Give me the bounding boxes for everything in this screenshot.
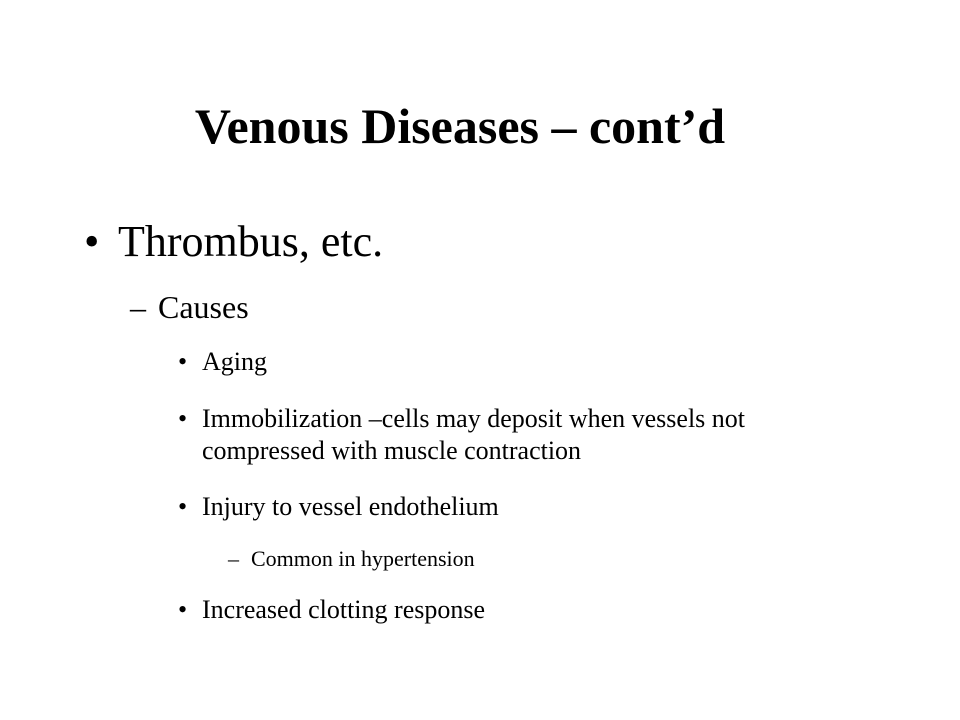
- bullet-thrombus: Thrombus, etc.: [118, 217, 384, 266]
- bullet-marker: •: [178, 595, 188, 624]
- sub-heading-causes: Causes: [158, 289, 249, 325]
- cause-item-clotting: Increased clotting response: [202, 595, 486, 624]
- bullet-marker: •: [178, 492, 188, 521]
- dash-marker: –: [228, 546, 239, 571]
- cause-item-injury: Injury to vessel endothelium: [202, 492, 499, 521]
- bullet-marker: •: [84, 217, 100, 266]
- bullet-marker: •: [178, 404, 188, 433]
- slide-title: Venous Diseases – cont’d: [194, 98, 726, 154]
- cause-item-immobilization: Immobilization –cells may deposit when vessels not compressed with muscle contraction: [202, 404, 746, 465]
- cause-item-aging: Aging: [202, 347, 267, 376]
- dash-marker: –: [130, 289, 146, 325]
- injury-detail: Common in hypertension: [251, 546, 475, 571]
- bullet-marker: •: [178, 347, 188, 376]
